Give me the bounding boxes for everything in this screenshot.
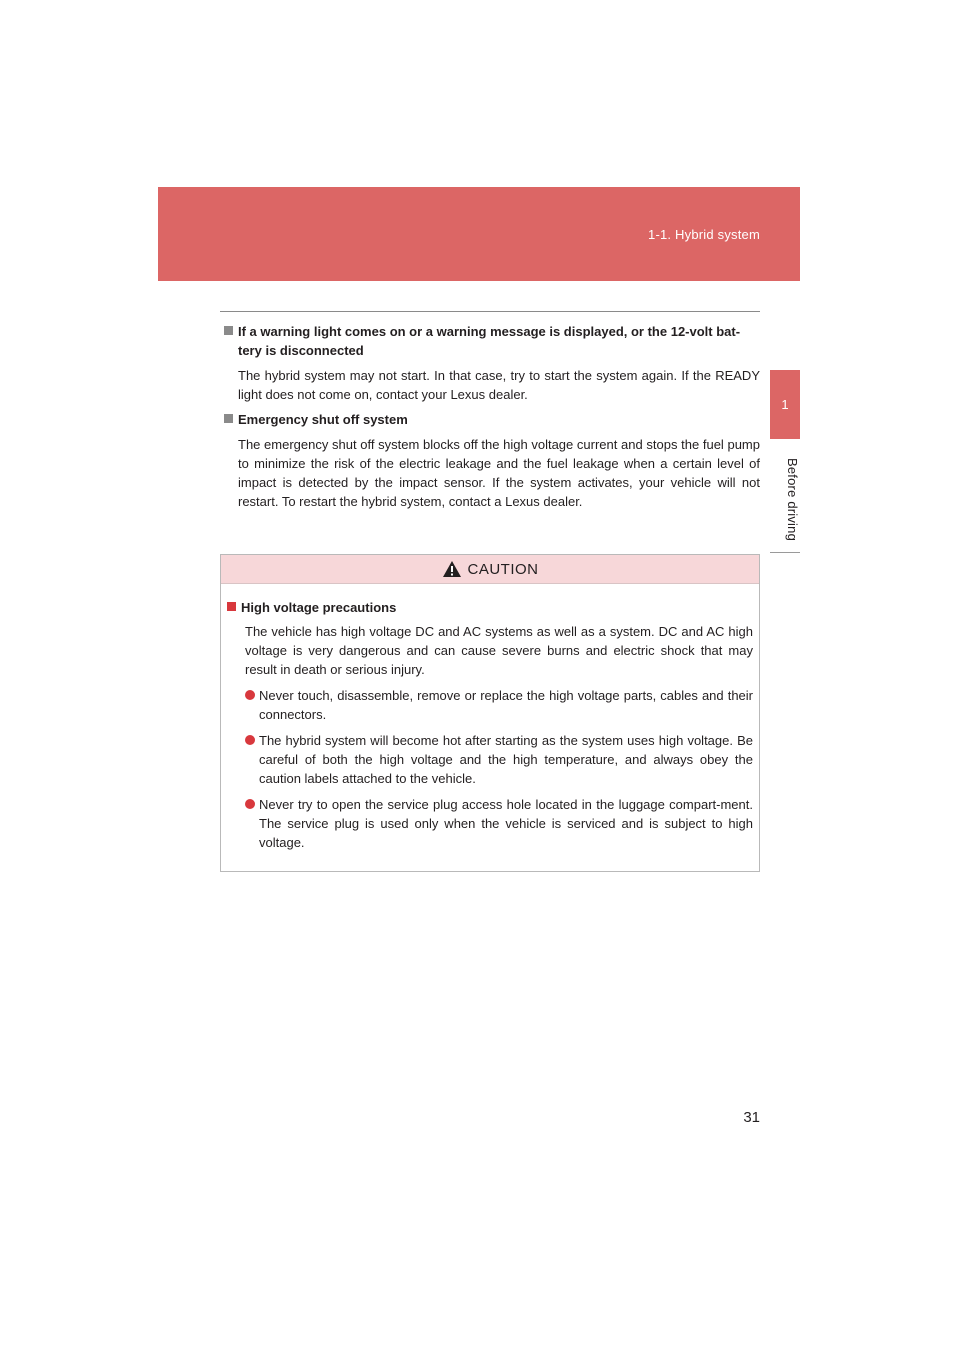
caution-header (221, 555, 759, 584)
list-item-text: Never try to open the service plug access hole located in the luggage compart-ment. The service plug is used only when the vehicle is serviced and is subject to high voltage. (259, 797, 753, 850)
list-item (245, 686, 753, 724)
list-item (245, 795, 753, 852)
red-dot-bullet-icon (245, 799, 255, 809)
section-title: 1-1. Hybrid system (648, 227, 760, 242)
warning-triangle-icon (442, 560, 462, 578)
chapter-label: Before driving (785, 458, 800, 542)
list-item-text: The hybrid system will become hot after starting as the system uses high voltage. Be careful of both the high voltage and the high temperature, and always obey the caution labels attached to the vehicle. (259, 733, 753, 786)
caution-bullet-list (227, 686, 753, 852)
red-square-bullet-icon (227, 602, 236, 611)
chapter-header-band (158, 187, 800, 281)
square-bullet-icon (224, 414, 233, 423)
red-dot-bullet-icon (245, 735, 255, 745)
caution-box (220, 554, 760, 872)
section-body: The hybrid system may not start. In that case, try to start the system again. If the READY light does not come on, contact your Lexus dealer. (238, 368, 760, 402)
red-dot-bullet-icon (245, 690, 255, 700)
section-body: The emergency shut off system blocks off the high voltage current and stops the fuel pump to minimize the risk of the electric leakage and the fuel leakage when a certain level of impact is detected by the impact sensor. If the system activates, your vehicle will not restart. To restart the hybrid system, contact a Lexus dealer. (238, 437, 760, 509)
page-number: 31 (743, 1109, 760, 1126)
section-heading (220, 322, 760, 360)
square-bullet-icon (224, 326, 233, 335)
list-item-text: Never touch, disassemble, remove or replace the high voltage parts, cables and their connectors. (259, 688, 753, 722)
chapter-number-tab[interactable]: 1 (770, 370, 800, 439)
caution-title: CAUTION (467, 560, 539, 578)
section-emergency-shutoff (220, 410, 760, 511)
list-item (245, 731, 753, 788)
side-divider (770, 552, 800, 553)
caution-heading-text: High voltage precautions (241, 600, 397, 615)
section-heading-text: If a warning light comes on or a warning message is displayed, or the 12-volt bat-tery is disconnected (238, 324, 741, 358)
caution-content (221, 584, 759, 852)
section-heading (220, 410, 760, 429)
top-divider (220, 311, 760, 312)
main-content (220, 311, 760, 511)
caution-heading (227, 598, 753, 617)
caution-body: The vehicle has high voltage DC and AC systems as well as a system. DC and AC high voltage is very dangerous and can cause severe burns and electric shock that may result in death or serious injury. (245, 624, 753, 677)
section-heading-text: Emergency shut off system (238, 412, 408, 427)
section-warning-light (220, 322, 760, 404)
